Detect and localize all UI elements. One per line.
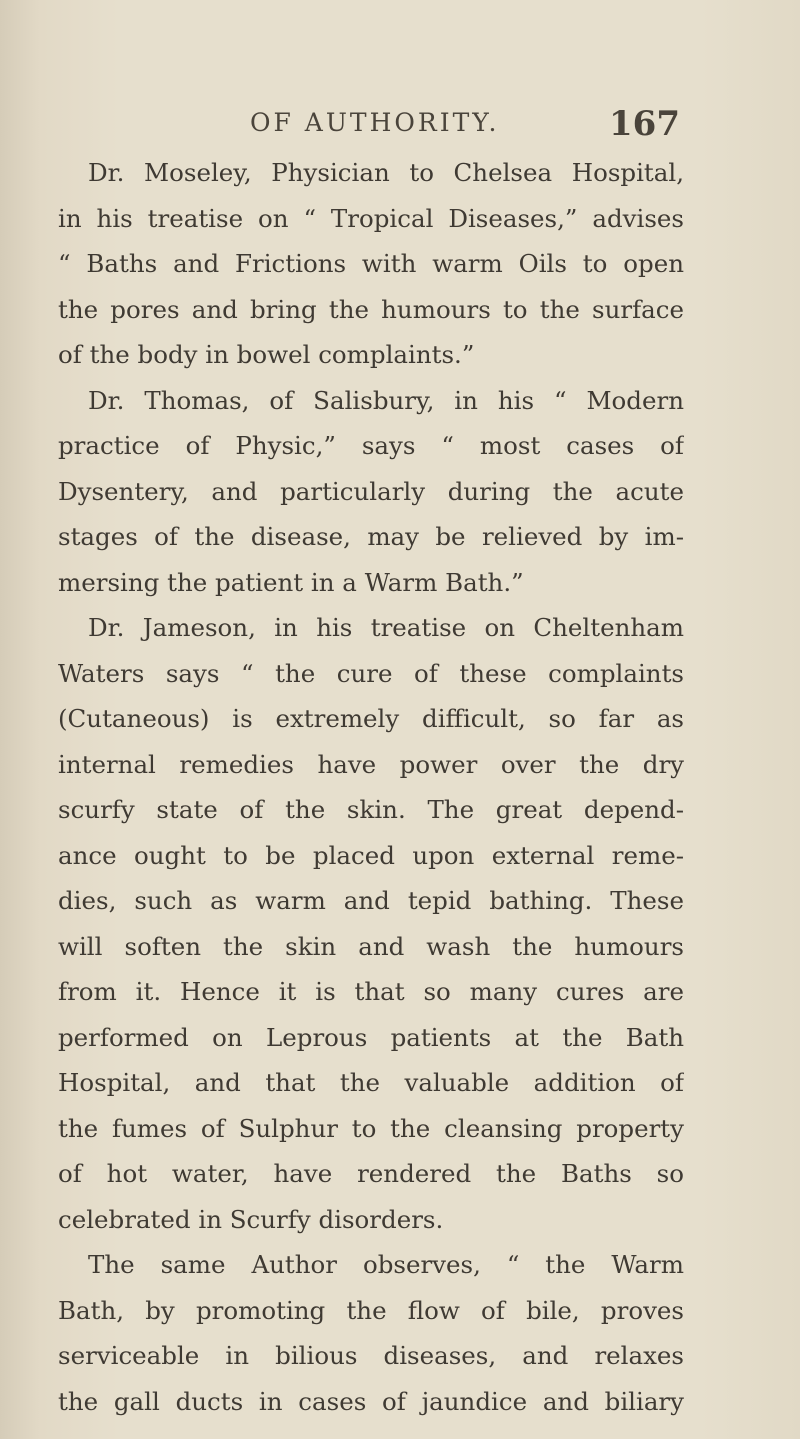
text-line: Dysentery, and particularly during the acute [58, 476, 684, 506]
text-line: Waters says “ the cure of these complaints [58, 658, 684, 688]
text-line: celebrated in Scurfy disorders. [58, 1204, 444, 1234]
running-title: OF AUTHORITY. [250, 108, 500, 137]
text-line: “ Baths and Frictions with warm Oils to open [58, 249, 684, 278]
text-line: stages of the disease, may be relieved by im- [58, 522, 684, 551]
text-line: dies, such as warm and tepid bathing. These [58, 886, 684, 915]
text-line: The same Author observes, “ the Warm [88, 1250, 684, 1279]
text-line: ance ought to be placed upon external reme- [58, 840, 684, 870]
text-line: Bath, by promoting the flow of bile, proves [58, 1295, 684, 1325]
text-line: performed on Leprous patients at the Bath [58, 1022, 684, 1052]
page-number: 167 [609, 104, 680, 144]
text-line: (Cutaneous) is extremely difficult, so far as [58, 704, 684, 733]
text-line: the pores and bring the humours to the surface [58, 294, 684, 324]
text-line: serviceable in bilious diseases, and relaxes [58, 1341, 684, 1370]
text-line: internal remedies have power over the dry [58, 749, 684, 779]
text-line: practice of Physic,” says “ most cases of [58, 431, 684, 460]
text-line: Dr. Thomas, of Salisbury, in his “ Modern [88, 385, 684, 415]
text-line: mersing the patient in a Warm Bath.” [58, 567, 524, 597]
text-line: of hot water, have rendered the Baths so [58, 1159, 684, 1188]
running-head [250, 104, 680, 144]
text-line: from it. Hence it is that so many cures are [58, 977, 684, 1006]
text-line: the fumes of Sulphur to the cleansing property [58, 1113, 684, 1143]
text-line: the gall ducts in cases of jaundice and biliary [58, 1386, 684, 1416]
text-line: in his treatise on “ Tropical Diseases,” advises [58, 203, 684, 233]
text-line: Dr. Jameson, in his treatise on Cheltenham [88, 613, 684, 642]
body-text [58, 150, 684, 1424]
text-line: will soften the skin and wash the humours [58, 931, 684, 961]
text-line: scurfy state of the skin. The great depend- [58, 795, 684, 824]
text-line: Hospital, and that the valuable addition of [58, 1068, 684, 1097]
text-line: of the body in bowel complaints.” [58, 340, 475, 369]
text-line: Dr. Moseley, Physician to Chelsea Hospital, [88, 158, 684, 187]
